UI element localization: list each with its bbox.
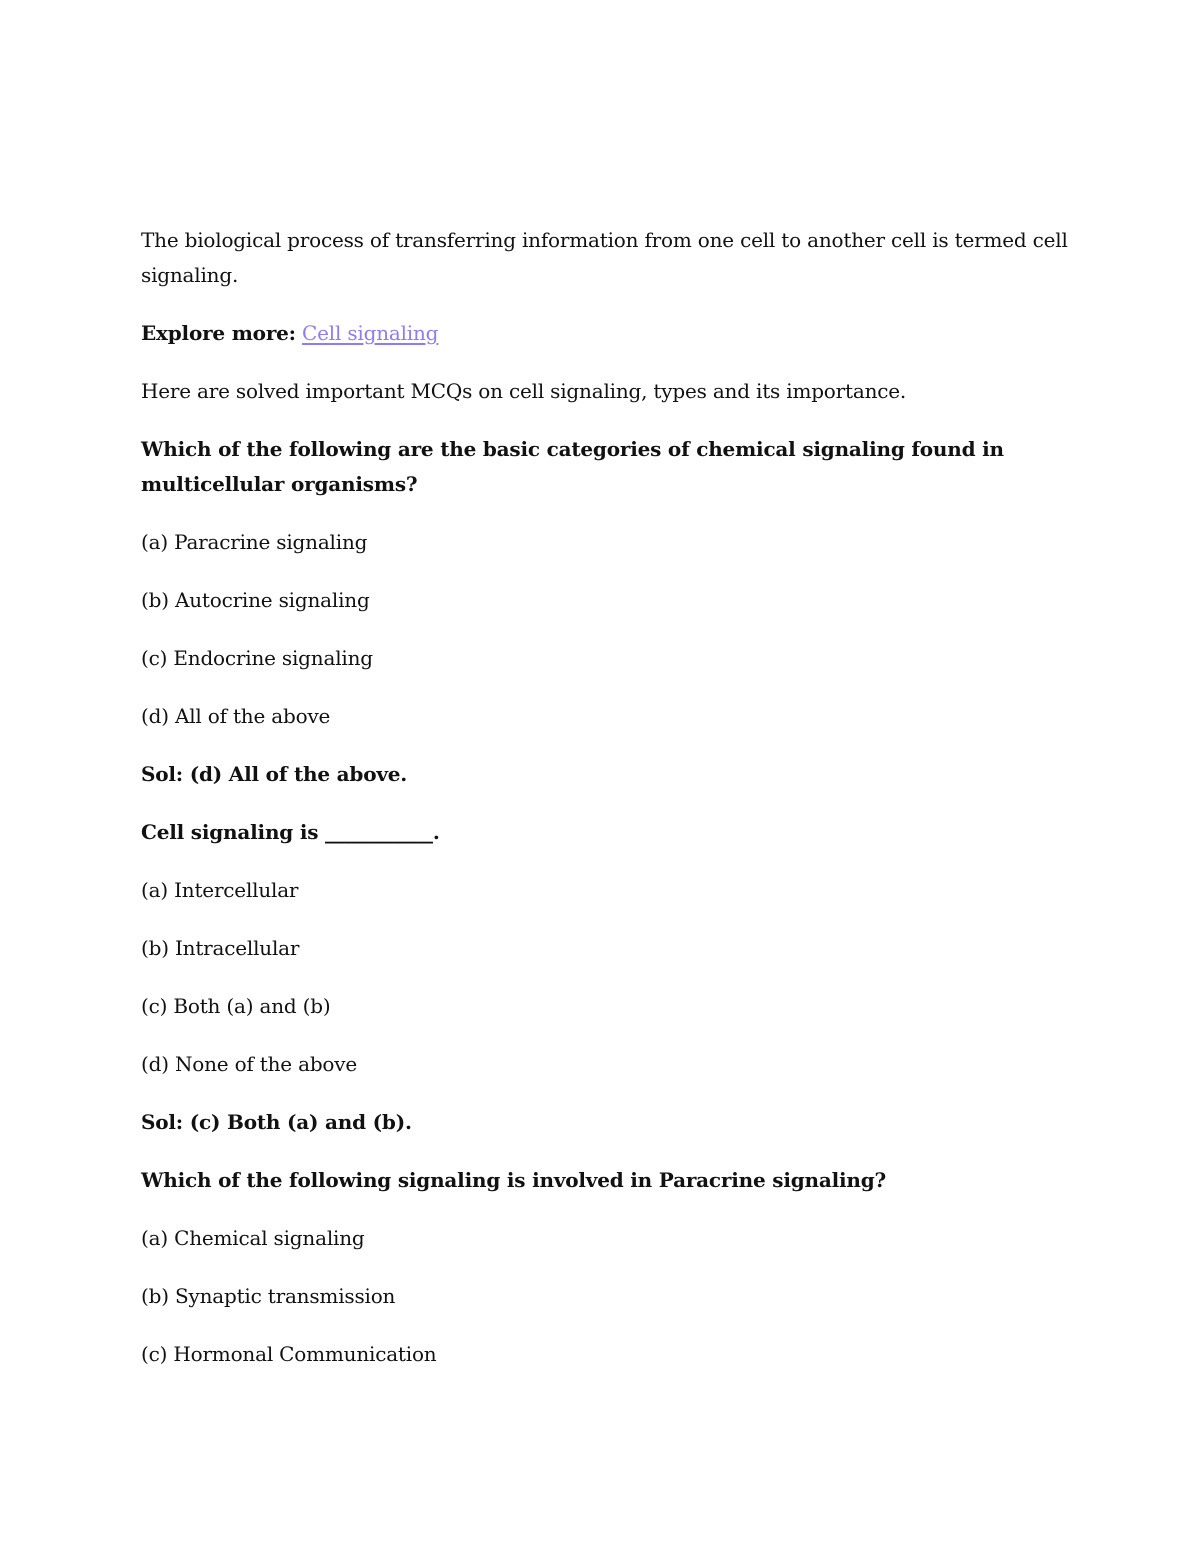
explore-more-line xyxy=(141,316,1071,351)
question-1-option-a: (a) Paracrine signaling xyxy=(141,530,368,554)
question-3-option-b: (b) Synaptic transmission xyxy=(141,1284,396,1308)
question-2-option-a: (a) Intercellular xyxy=(141,878,299,902)
question-1-option-c: (c) Endocrine signaling xyxy=(141,646,373,670)
question-3-option-c: (c) Hormonal Communication xyxy=(141,1342,437,1366)
question-2-option-d: (d) None of the above xyxy=(141,1052,357,1076)
question-2-option-c: (c) Both (a) and (b) xyxy=(141,994,331,1018)
question-1: Which of the following are the basic categories of chemical signaling found in multicellular organisms? xyxy=(141,437,1004,496)
intro-paragraph: The biological process of transferring information from one cell to another cell is termed cell signaling. xyxy=(141,228,1068,287)
lead-paragraph: Here are solved important MCQs on cell signaling, types and its importance. xyxy=(141,379,907,403)
question-1-option-d: (d) All of the above xyxy=(141,704,331,728)
question-2-solution: Sol: (c) Both (a) and (b). xyxy=(141,1110,412,1134)
question-1-solution: Sol: (d) All of the above. xyxy=(141,762,408,786)
question-3: Which of the following signaling is involved in Paracrine signaling? xyxy=(141,1168,887,1192)
question-2: Cell signaling is ___________. xyxy=(141,820,440,844)
question-2-option-b: (b) Intracellular xyxy=(141,936,300,960)
question-1-option-b: (b) Autocrine signaling xyxy=(141,588,370,612)
document-page xyxy=(141,223,1071,1395)
cell-signaling-link[interactable]: Cell signaling xyxy=(302,321,439,345)
question-3-option-a: (a) Chemical signaling xyxy=(141,1226,365,1250)
explore-more-label: Explore more: xyxy=(141,321,296,345)
